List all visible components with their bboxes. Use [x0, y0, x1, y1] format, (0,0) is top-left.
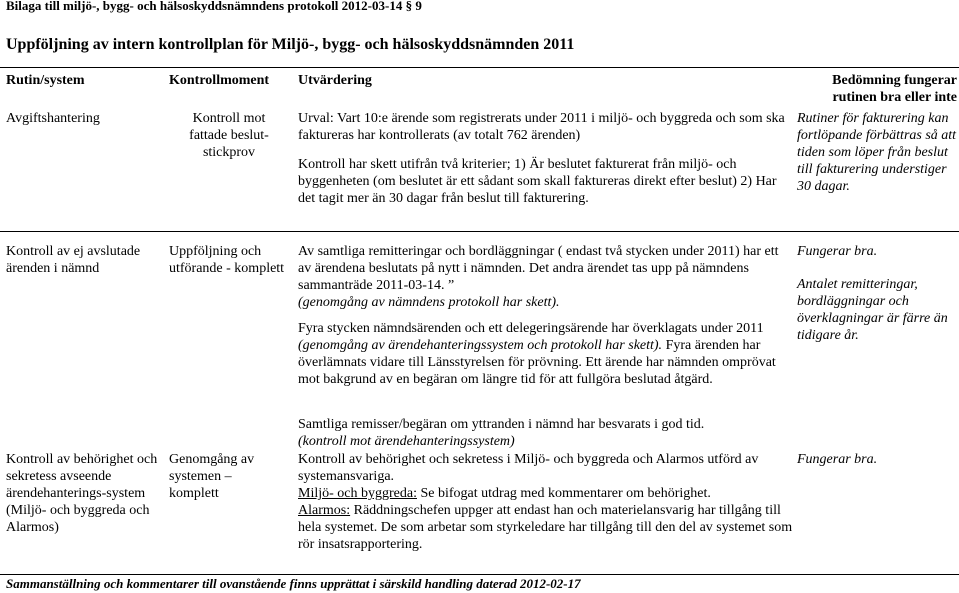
- row2-overklagningar-text-b: Fyra ärenden har överlämnats vidare till Länsstyrelsen för prövning. Ett ärende har nämnden omprövat mot bakgrund av en begäran om längre tid för att fullgöra beslutad åtgärd.: [298, 338, 776, 387]
- row2-utvardering: [298, 243, 794, 388]
- column-header-bedomning: [801, 72, 957, 106]
- row3-utvardering-behorighet: Kontroll av behörighet och sekretess i Miljö- och byggreda och Alarmos utförd av systemansvariga.: [298, 452, 759, 484]
- row3-kontrollmoment: Genomgång av systemen – komplett: [169, 452, 255, 501]
- row1-utvardering-kriterier: Kontroll har skett utifrån två kriterier; 1) Är beslutet fakturerat från miljö- och byggenheten (om beslutet är ett sådant som skall faktureras direkt efter beslut) 2) Har det tagit mer än 30 dagar från beslut till fakturering.: [298, 157, 777, 206]
- row3-utvardering-remisser: [298, 416, 794, 450]
- row2-remitteringar-kalla: (genomgång av nämndens protokoll har skett).: [298, 295, 560, 310]
- row3-rutin: Kontroll av behörighet och sekretess avseende ärendehanterings-system (Miljö- och byggreda och Alarmos): [6, 452, 158, 535]
- row2-bedomning-kommentar: Antalet remitteringar, bordläggningar och överklagningar är färre än tidigare år.: [797, 277, 948, 343]
- row3-remisser-text: Samtliga remisser/begäran om yttranden i nämnd har besvarats i god tid.: [298, 417, 705, 432]
- row3-miljo-label: Miljö- och byggreda:: [298, 486, 417, 501]
- row2-overklagningar-text-a: Fyra stycken nämndsärenden och ett delegeringsärende har överklagats under 2011: [298, 321, 764, 336]
- row1-kontrollmoment: Kontroll mot fattade beslut- stickprov: [189, 111, 269, 160]
- document-header: Bilaga till miljö-, bygg- och hälsoskyddsnämndens protokoll 2012-03-14 § 9: [6, 0, 422, 13]
- row3-utvardering: [298, 451, 794, 553]
- row3-utvardering-alarmos: [298, 502, 794, 553]
- row2-kontrollmoment: Uppföljning och utförande - komplett: [169, 244, 285, 276]
- row1-rutin: Avgiftshantering: [6, 111, 100, 126]
- column-header-kontrollmoment: Kontrollmoment: [169, 73, 270, 88]
- document-footer: Sammanställning och kommentarer till ovanstående finns upprättat i särskild handling daterad 2012-02-17: [6, 576, 581, 591]
- table-top-rule: [0, 67, 959, 68]
- row2-remitteringar-text: Av samtliga remitteringar och bordläggningar ( endast två stycken under 2011) har ett av ärendena beslutats på nytt i nämnden. Det andra ärendet tas upp på nämndens sammanträde 2011-03-14. ”: [298, 244, 779, 293]
- row2-bedomning-status: Fungerar bra.: [797, 244, 878, 259]
- row-separator: [0, 231, 959, 232]
- column-header-utvardering: Utvärdering: [298, 73, 372, 88]
- row3-utvardering-miljo: [298, 485, 794, 502]
- row2-bedomning: [797, 243, 957, 344]
- column-header-bedomning-line1: Bedömning fungerar: [832, 73, 957, 88]
- row2-overklagningar-kalla: (genomgång av ärendehanteringssystem och protokoll har skett).: [298, 338, 663, 353]
- row1-utvardering: [298, 110, 790, 207]
- row2-rutin: Kontroll av ej avslutade ärenden i nämnd: [6, 244, 141, 276]
- row2-utvardering-overklagningar: [298, 320, 794, 388]
- column-header-rutin: Rutin/system: [6, 73, 85, 88]
- row3-remisser-kalla: (kontroll mot ärendehanteringssystem): [298, 434, 515, 449]
- row2-utvardering-remitteringar: [298, 243, 794, 311]
- row3-alarmos-label: Alarmos:: [298, 503, 351, 518]
- row3-bedomning: Fungerar bra.: [797, 452, 878, 467]
- row3-miljo-text: Se bifogat utdrag med kommentarer om behörighet.: [416, 486, 711, 501]
- row1-bedomning: Rutiner för fakturering kan fortlöpande förbättras så att tiden som löper från beslut till fakturering understiger 30 dagar.: [797, 111, 957, 194]
- table-bottom-rule: [0, 574, 959, 575]
- column-header-bedomning-line2: rutinen bra eller inte: [832, 90, 957, 105]
- row3-alarmos-text: Räddningschefen uppger att endast han och materielansvarig har tillgång till hela systemet. De som arbetar som styrkeledare har tillgång till den del av systemet som rör insatsrapportering.: [298, 503, 793, 552]
- row1-utvardering-urval: Urval: Vart 10:e ärende som registrerats under 2011 i miljö- och byggreda och som ska faktureras har kontrollerats (av totalt 762 ärenden): [298, 111, 785, 143]
- document-title: Uppföljning av intern kontrollplan för Miljö-, bygg- och hälsoskyddsnämnden 2011: [6, 36, 575, 53]
